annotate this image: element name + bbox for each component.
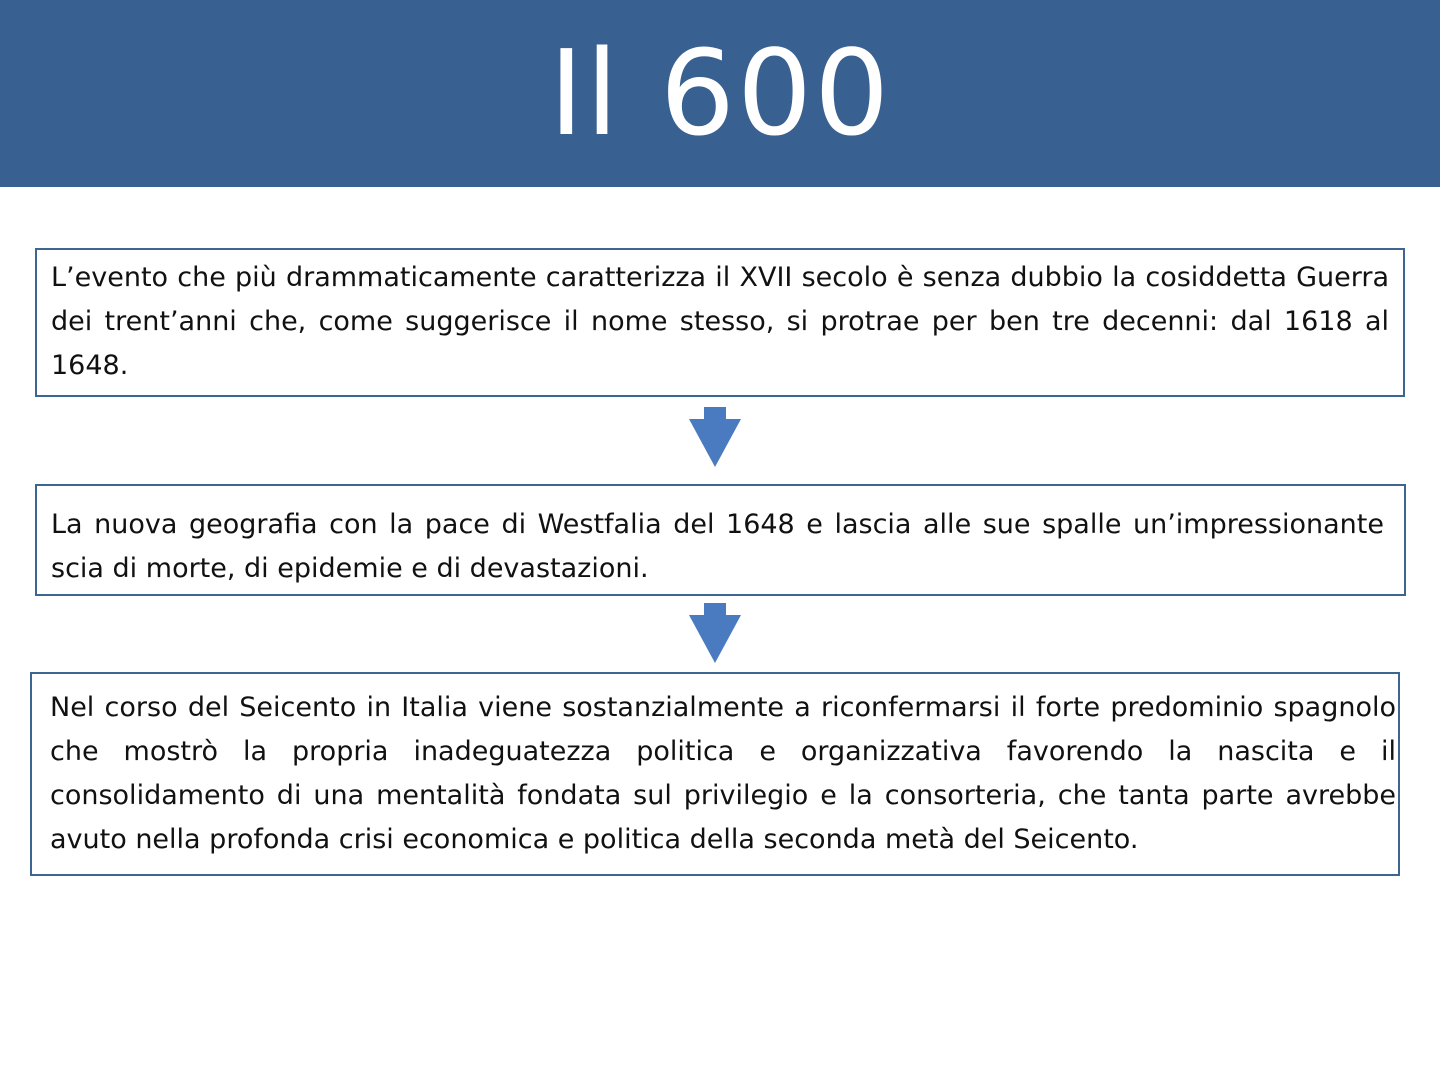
flow-box-2-text: La nuova geografia con la pace di Westfalia del 1648 e lascia alle sue spalle un’impressionante scia di morte, di epidemie e di devastazioni. [51,509,1384,584]
title-bar [0,0,1440,187]
flow-box-3-text: Nel corso del Seicento in Italia viene sostanzialmente a riconfermarsi il forte predominio spagnolo che mostrò la propria inadeguatezza politica e organizzativa favorendo la nascita e il consolidamento di una mentalità fondata sul privilegio e la consorteria, che tanta parte avrebbe avuto nella profonda crisi economica e politica della seconda metà del Seicento. [50,692,1396,855]
flow-box-1-text: L’evento che più drammaticamente caratterizza il XVII secolo è senza dubbio la cosiddetta Guerra dei trent’anni che, come suggerisce il nome stesso, si protrae per ben tre decenni: dal 1618 al 1648. [51,262,1389,381]
flow-box-2 [35,484,1406,596]
flow-box-1 [35,248,1405,397]
down-arrow-icon [689,603,741,665]
flow-box-3 [30,672,1400,876]
slide-title: Il 600 [548,24,892,162]
down-arrow-icon [689,407,741,469]
